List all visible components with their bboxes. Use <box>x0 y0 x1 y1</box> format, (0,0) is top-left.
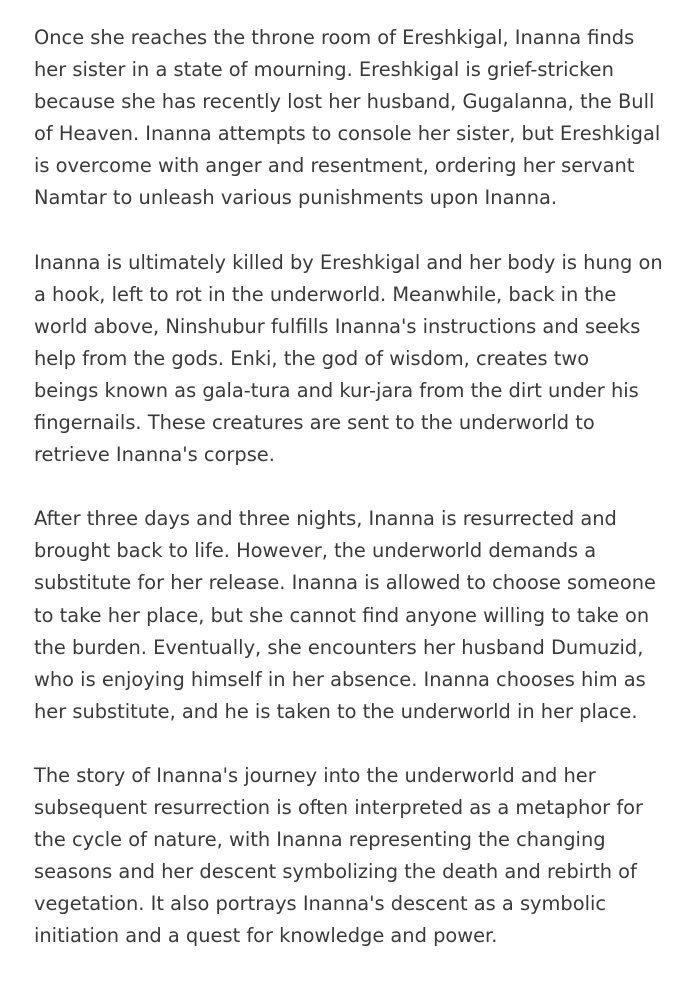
text-line: brought back to life. However, the underworld demands a <box>34 539 597 563</box>
text-line: is overcome with anger and resentment, ordering her servant <box>34 154 635 178</box>
text-line: the burden. Eventually, she encounters her husband Dumuzid, <box>34 635 644 659</box>
text-line: who is enjoying himself in her absence. Inanna chooses him as <box>34 667 646 691</box>
text-line: Inanna is ultimately killed by Ereshkigal and her body is hung on <box>34 250 663 274</box>
text-line: help from the gods. Enki, the god of wisdom, creates two <box>34 346 590 370</box>
text-line: a hook, left to rot in the underworld. Meanwhile, back in the <box>34 282 617 306</box>
text-line: substitute for her release. Inanna is allowed to choose someone <box>34 571 656 595</box>
text-line: Once she reaches the throne room of Ereshkigal, Inanna finds <box>34 26 635 49</box>
text-line: vegetation. It also portrays Inanna's descent as a symbolic <box>34 892 607 916</box>
text-line: because she has recently lost her husband, Gugalanna, the Bull <box>34 90 655 114</box>
text-line: the cycle of nature, with Inanna representing the changing <box>34 828 606 852</box>
text-line: fingernails. These creatures are sent to the underworld to <box>34 411 595 435</box>
text-line: After three days and three nights, Inanna is resurrected and <box>34 507 617 531</box>
text-line: beings known as gala-tura and kur-jara from the dirt under his <box>34 378 639 402</box>
paragraph-2 <box>34 247 674 472</box>
text-line: subsequent resurrection is often interpreted as a metaphor for <box>34 795 643 819</box>
paragraph-4 <box>34 760 674 953</box>
text-line: The story of Inanna's journey into the underworld and her <box>34 763 596 787</box>
text-line: to take her place, but she cannot find anyone willing to take on <box>34 603 650 627</box>
text-line: of Heaven. Inanna attempts to console her sister, but Ereshkigal <box>34 122 661 146</box>
text-line: her sister in a state of mourning. Ereshkigal is grief-stricken <box>34 58 614 82</box>
text-line: her substitute, and he is taken to the underworld in her place. <box>34 699 638 723</box>
text-line: Namtar to unleash various punishments upon Inanna. <box>34 186 558 210</box>
paragraph-1 <box>34 22 674 215</box>
text-line: retrieve Inanna's corpse. <box>34 443 275 467</box>
text-line: world above, Ninshubur fulfills Inanna's instructions and seeks <box>34 314 641 338</box>
text-line: seasons and her descent symbolizing the death and rebirth of <box>34 860 637 884</box>
paragraph-3 <box>34 503 674 728</box>
document-body <box>34 22 674 984</box>
text-line: initiation and a quest for knowledge and power. <box>34 924 498 948</box>
